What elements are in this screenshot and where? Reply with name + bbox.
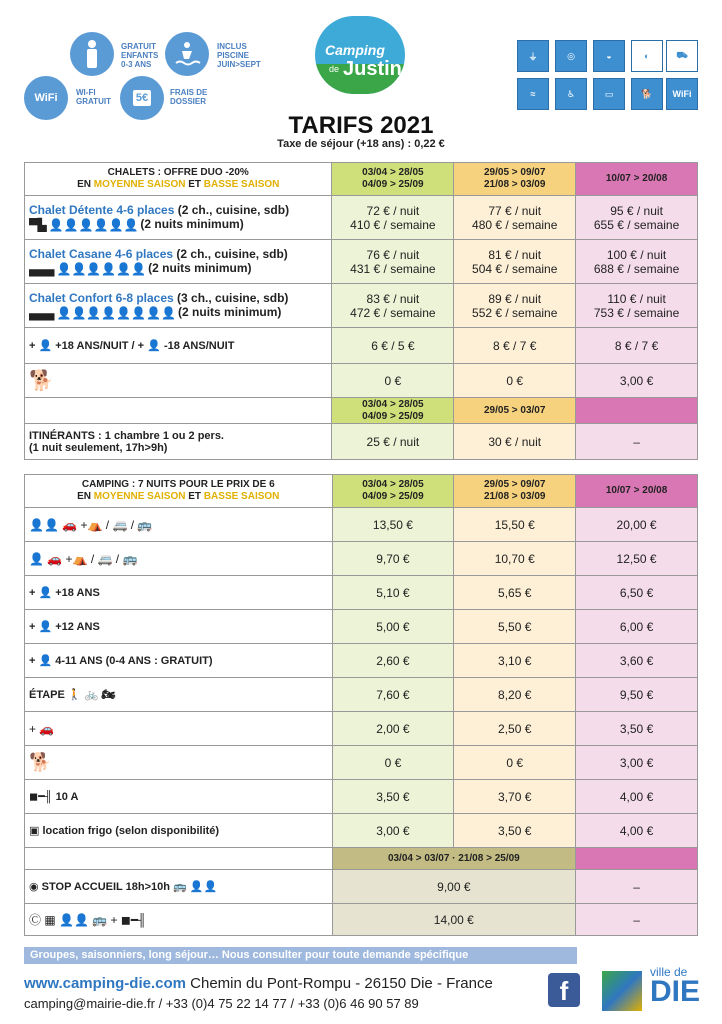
child-icon: 👤 xyxy=(38,655,53,667)
table-row: 🐕 0 € 0 € 3,00 € xyxy=(25,364,698,398)
people-icon: 👤👤👤👤👤👤 xyxy=(56,261,147,276)
wifi-icon: WiFi xyxy=(34,92,58,104)
two-people-car-tent-caravan-icon: 👤👤 🚗 +⛺ / 🚐 / 🚌 xyxy=(29,517,153,532)
logo-line1: Camping xyxy=(325,42,385,58)
camping-car-park-icon: Ⓒ ▦ 👤👤 🚌 + ◼━╢ xyxy=(29,913,147,927)
chalet-icon: ▄▄▄ xyxy=(29,261,55,276)
chalet-icon: ▀▙ xyxy=(29,217,47,232)
kids-free-badge xyxy=(70,32,114,76)
logo-line2: de xyxy=(329,64,340,74)
teen-icon: 👤 xyxy=(38,621,53,633)
pool-label: INCLUS PISCINE JUIN>SEPT xyxy=(217,42,261,69)
accessible-icon: ♿ xyxy=(555,78,587,110)
pool-service-icon: ≈ xyxy=(517,78,549,110)
website-line: www.camping-die.com Chemin du Pont-Rompu - 26150 Die - France xyxy=(24,975,493,992)
dog-allowed-icon: 🐕 xyxy=(631,78,663,110)
table-row: ÉTAPE 🚶 🚲 🏍 7,60 € 8,20 € 9,50 € xyxy=(25,678,698,712)
table-row: Chalet Détente 4-6 places (2 ch., cuisine, sdb) ▀▙ 👤👤👤👤👤👤 (2 nuits minimum) 72 € / nuit 410 € / semaine 77 € / nuit 480 € / semaine 95 € / nuit 655 € / semaine xyxy=(25,196,698,240)
table-row: + 👤 4-11 ANS (0-4 ANS : GRATUIT) 2,60 € 3,10 € 3,60 € xyxy=(25,644,698,678)
child-icon: 👤 xyxy=(147,340,161,352)
chalets-header: CHALETS : OFFRE DUO -20% EN MOYENNE SAISON ET BASSE SAISON xyxy=(25,163,332,196)
table-row: ▣ location frigo (selon disponibilité) 3,00 € 3,50 € 4,00 € xyxy=(25,814,698,848)
table-row: ◼━╢ 10 A 3,50 € 3,70 € 4,00 € xyxy=(25,780,698,814)
table-row: 👤 🚗 +⛺ / 🚐 / 🚌 9,70 € 10,70 € 12,50 € xyxy=(25,542,698,576)
adult-icon: 👤 xyxy=(38,340,53,352)
motorhome-service-icon: ⛟ xyxy=(666,40,698,72)
ancv-icon: ◐ xyxy=(631,40,663,72)
child-icon xyxy=(81,39,103,69)
chalet-icon: ▄▄▄ xyxy=(29,305,55,320)
car-icon: 🚗 xyxy=(39,721,55,736)
people-icon: 👤👤👤👤👤👤👤👤 xyxy=(56,305,177,320)
one-person-car-tent-caravan-icon: 👤 🚗 +⛺ / 🚐 / 🚌 xyxy=(29,551,138,566)
page-title: TARIFS 2021 xyxy=(288,112,434,139)
period-mid: 29/05 > 09/07 21/08 > 03/09 xyxy=(454,163,576,196)
table-row: + 👤 +18 ANS/NUIT / + 👤 -18 ANS/NUIT 6 € / 5 € 8 € / 7 € 8 € / 7 € xyxy=(25,328,698,364)
camping-logo xyxy=(315,16,405,94)
stop-period: 03/04 > 03/07 · 21/08 > 25/09 xyxy=(332,848,576,870)
pool-icon xyxy=(172,39,202,69)
hiker-cyclist-motorbike-icon: 🚶 🚲 🏍 xyxy=(67,689,116,701)
people-icon: 👤👤👤👤👤👤 xyxy=(48,217,139,232)
period-low: 03/04 > 28/05 04/09 > 25/09 xyxy=(332,163,454,196)
motorhome-people-icon: 🚌 👤👤 xyxy=(173,881,218,893)
table-row: ◉ STOP ACCUEIL 18h>10h 🚌 👤👤 9,00 € – xyxy=(25,870,698,904)
facebook-icon[interactable]: f xyxy=(548,973,580,1007)
contact-line[interactable]: camping@mairie-die.fr / +33 (0)4 75 22 14 77 / +33 (0)6 46 90 57 89 xyxy=(24,996,419,1011)
wifi-service-icon: WiFi xyxy=(666,78,698,110)
dog-icon: 🐕 xyxy=(29,752,52,772)
chalets-table: CHALETS : OFFRE DUO -20% EN MOYENNE SAISON ET BASSE SAISON 03/04 > 28/05 04/09 > 25/09 29/05 > 09/07 21/08 > 03/09 10/07 > 20/08 Chalet Détente 4-6 places (2 ch., cuisine, sdb) ▀▙ 👤👤👤👤👤👤 (2 nuits minimum) 72 € / nuit 410 € / semaine 77 € / nuit 480 € / semaine 95 € / nuit 655 € / semaine Chalet Casane 4-6 places (2 ch., cuisine, sdb) ▄▄▄ 👤👤👤👤👤👤 (2 nuits minimum) 76 € / nuit 431 € / semaine 81 € / nuit 504 € / semaine 100 € / nuit 688 € / semaine Chalet Confort 6-8 places (3 ch., cuisine, sdb) ▄▄▄ 👤👤👤👤👤👤👤👤 (2 nuits minimum) 83 € / nuit 472 € / semaine 89 € / nuit 552 € / semaine 110 € / nuit 753 € / semaine + 👤 +18 ANS/NUIT / + 👤 -18 ANS/NUIT 6 € / 5 € 8 € / 7 € 8 € / 7 € 🐕 0 € 0 € 3,00 € 03/04 > 28/05 04/09 > 25/09 29/05 > 03/07 ITINÉRANTS : 1 chambre 1 ou 2 pers. (1 nuit seulement, 17h>9h) 25 € / nuit 30 € / nuit – xyxy=(24,162,698,460)
period-high: 10/07 > 20/08 xyxy=(576,163,698,196)
adult-icon: 👤 xyxy=(38,587,53,599)
wifi-label: WI-FI GRATUIT xyxy=(76,88,111,106)
tax-note: Taxe de séjour (+18 ans) : 0,22 € xyxy=(277,138,445,150)
table-row: ITINÉRANTS : 1 chambre 1 ou 2 pers. (1 nuit seulement, 17h>9h) 25 € / nuit 30 € / nuit – xyxy=(25,424,698,460)
logo-line3: Justin xyxy=(343,58,402,80)
electric-plug-icon: ⏚ xyxy=(517,40,549,72)
caravan-icon: ▭ xyxy=(593,78,625,110)
pool-badge xyxy=(165,32,209,76)
stop-accueil-icon: ◉ xyxy=(29,881,39,893)
table-row: Chalet Confort 6-8 places (3 ch., cuisine, sdb) ▄▄▄ 👤👤👤👤👤👤👤👤 (2 nuits minimum) 83 € / nuit 472 € / semaine 89 € / nuit 552 € / semaine 110 € / nuit 753 € / semaine xyxy=(25,284,698,328)
dog-icon: 🐕 xyxy=(29,370,54,392)
table-row: 👤👤 🚗 +⛺ / 🚐 / 🚌 13,50 € 15,50 € 20,00 € xyxy=(25,508,698,542)
table-row: + 👤 +12 ANS 5,00 € 5,50 € 6,00 € xyxy=(25,610,698,644)
fees-label: FRAIS DE DOSSIER xyxy=(170,88,208,106)
table-row: + 🚗 2,00 € 2,50 € 3,50 € xyxy=(25,712,698,746)
bbq-icon: ◒ xyxy=(593,40,625,72)
electric-plug-icon: ◼━╢ xyxy=(29,791,53,803)
table-row: Ⓒ ▦ 👤👤 🚌 + ◼━╢ 14,00 € – xyxy=(25,904,698,936)
table-row: Chalet Casane 4-6 places (2 ch., cuisine, sdb) ▄▄▄ 👤👤👤👤👤👤 (2 nuits minimum) 76 € / nuit 431 € / semaine 81 € / nuit 504 € / semaine 100 € / nuit 688 € / semaine xyxy=(25,240,698,284)
ville-de-die-logo: ville de DIE xyxy=(602,965,698,1011)
camping-table: CAMPING : 7 NUITS POUR LE PRIX DE 6 EN MOYENNE SAISON ET BASSE SAISON 03/04 > 28/05 04/09 > 25/09 29/05 > 09/07 21/08 > 03/09 10/07 > 20/08 👤👤 🚗 +⛺ / 🚐 / 🚌 13,50 € 15,50 € 20,00 € 👤 🚗 +⛺ / 🚐 / 🚌 9,70 € 10,70 € 12,50 € + 👤 +18 ANS 5,10 € 5,65 € 6,50 € + 👤 +12 ANS 5,00 € 5,50 € 6,00 € + 👤 4-11 ANS (0-4 ANS : GRATUIT) 2,60 € 3,10 € 3,60 € ÉTAPE 🚶 🚲 🏍 7,60 € 8,20 € 9,50 € + 🚗 2,00 € 2,50 € 3,50 € 🐕 0 € 0 € 3,00 € ◼━╢ 10 A 3,50 € 3,70 € 4,00 € ▣ location frigo (selon disponibilité) 3,00 € 3,50 € 4,00 € 03/04 > 03/07 · 21/08 > 25/09 ◉ STOP ACCUEIL 18h>10h 🚌 👤👤 9,00 € – Ⓒ ▦ 👤👤 🚌 + ◼━╢ 14,00 € – xyxy=(24,474,698,936)
fridge-icon: ▣ xyxy=(29,825,40,837)
table-row: 🐕 0 € 0 € 3,00 € xyxy=(25,746,698,780)
website-link[interactable]: www.camping-die.com xyxy=(24,975,186,992)
table-row: + 👤 +18 ANS 5,10 € 5,65 € 6,50 € xyxy=(25,576,698,610)
washing-machine-icon: ◎ xyxy=(555,40,587,72)
fee-icon: 5€ xyxy=(133,90,151,106)
camping-header: CAMPING : 7 NUITS POUR LE PRIX DE 6 EN MOYENNE SAISON ET BASSE SAISON xyxy=(25,475,333,508)
groups-note: Groupes, saisonniers, long séjour… Nous consulter pour toute demande spécifique xyxy=(24,947,577,964)
kids-free-label: GRATUIT ENFANTS 0-3 ANS xyxy=(121,42,159,69)
